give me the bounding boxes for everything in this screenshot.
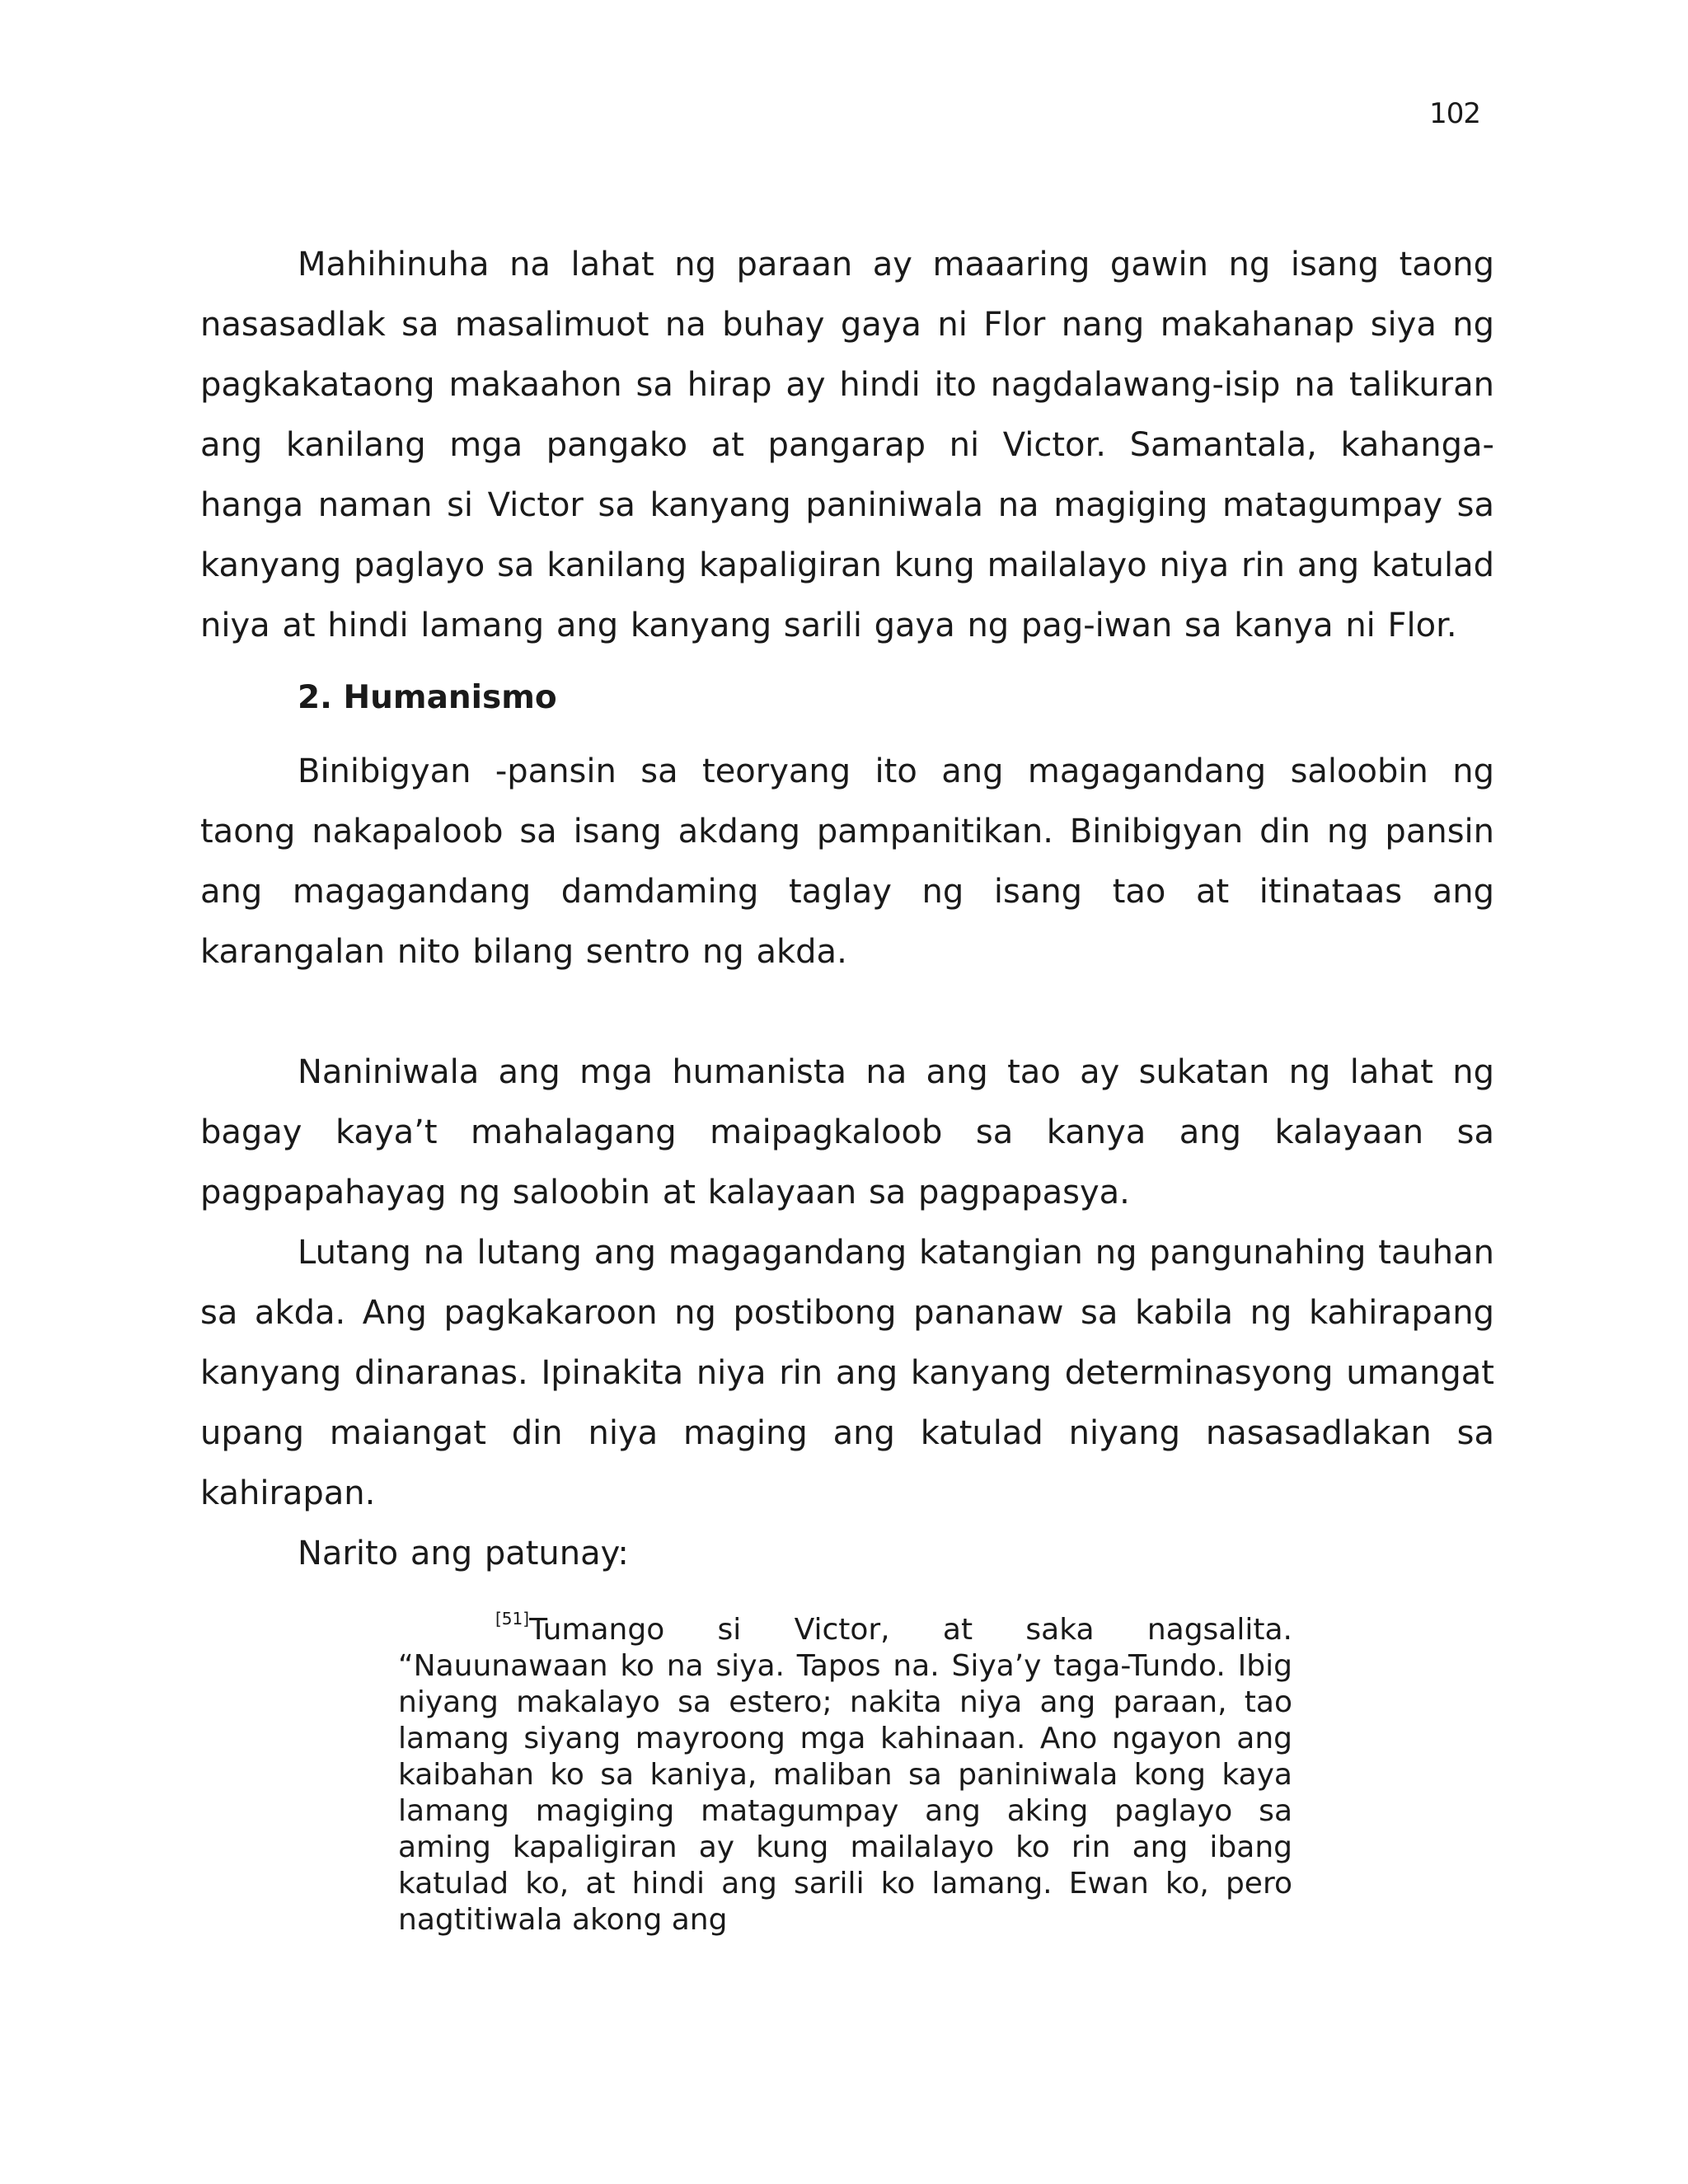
page-content (200, 235, 1494, 1938)
paragraph-intro: Mahihinuha na lahat ng paraan ay maaaring gawin ng isang taong nasasadlak sa masalimuot na buhay gaya ni Flor nang makahanap siya ng pagkakataong makaahon sa hirap ay hindi ito nagdalawang-isip na talikuran ang kanilang mga pangako at pangarap ni Victor. Samantala, kahanga-hanga naman si Victor sa kanyang paniniwala na magiging matagumpay sa kanyang paglayo sa kanilang kapaligiran kung mailalayo niya rin ang katulad niya at hindi lamang ang kanyang sarili gaya ng pag-iwan sa kanya ni Flor. (200, 246, 1494, 644)
footnote-reference: [51] (495, 1609, 530, 1629)
paragraph-humanists: Naniniwala ang mga humanista na ang tao ay sukatan ng lahat ng bagay kaya’t mahalagang maipagkaloob sa kanya ang kalayaan sa pagpapahayag ng saloobin at kalayaan sa pagpapasya. (200, 1053, 1494, 1212)
block-quote (398, 1609, 1292, 1938)
paragraph-gap (200, 982, 1494, 1043)
quote-text: Tumango si Victor, at saka nagsalita. “Nauunawaan ko na siya. Tapos na. Siya’y taga-Tundo. Ibig niyang makalayo sa estero; nakita niya ang paraan, tao lamang siyang mayroong mga kahinaan. Ano ngayon ang kaibahan ko sa kaniya, maliban sa paniniwala kong kaya lamang magiging matagumpay ang aking paglayo sa aming kapaligiran ay kung mailalayo ko rin ang ibang katulad ko, at hindi ang sarili ko lamang. Ewan ko, pero nagtitiwala akong ang (398, 1613, 1292, 1937)
paragraph-proof-intro: Narito ang patunay: (298, 1535, 629, 1572)
paragraph-definition: Binibigyan -pansin sa teoryang ito ang magagandang saloobin ng taong nakapaloob sa isang akdang pampanitikan. Binibigyan din ng pansin ang magagandang damdaming taglay ng isang tao at itinataas ang karangalan nito bilang sentro ng akda. (200, 752, 1494, 971)
page-number: 102 (1429, 97, 1480, 130)
section-heading: 2. Humanismo (298, 679, 557, 716)
paragraph-characteristics: Lutang na lutang ang magagandang katangian ng pangunahing tauhan sa akda. Ang pagkakaroon ng postibong pananaw sa kabila ng kahirapang kanyang dinaranas. Ipinakita niya rin ang kanyang determinasyong umangat upang maiangat din niya maging ang katulad niyang nasasadlakan sa kahirapan. (200, 1234, 1494, 1512)
